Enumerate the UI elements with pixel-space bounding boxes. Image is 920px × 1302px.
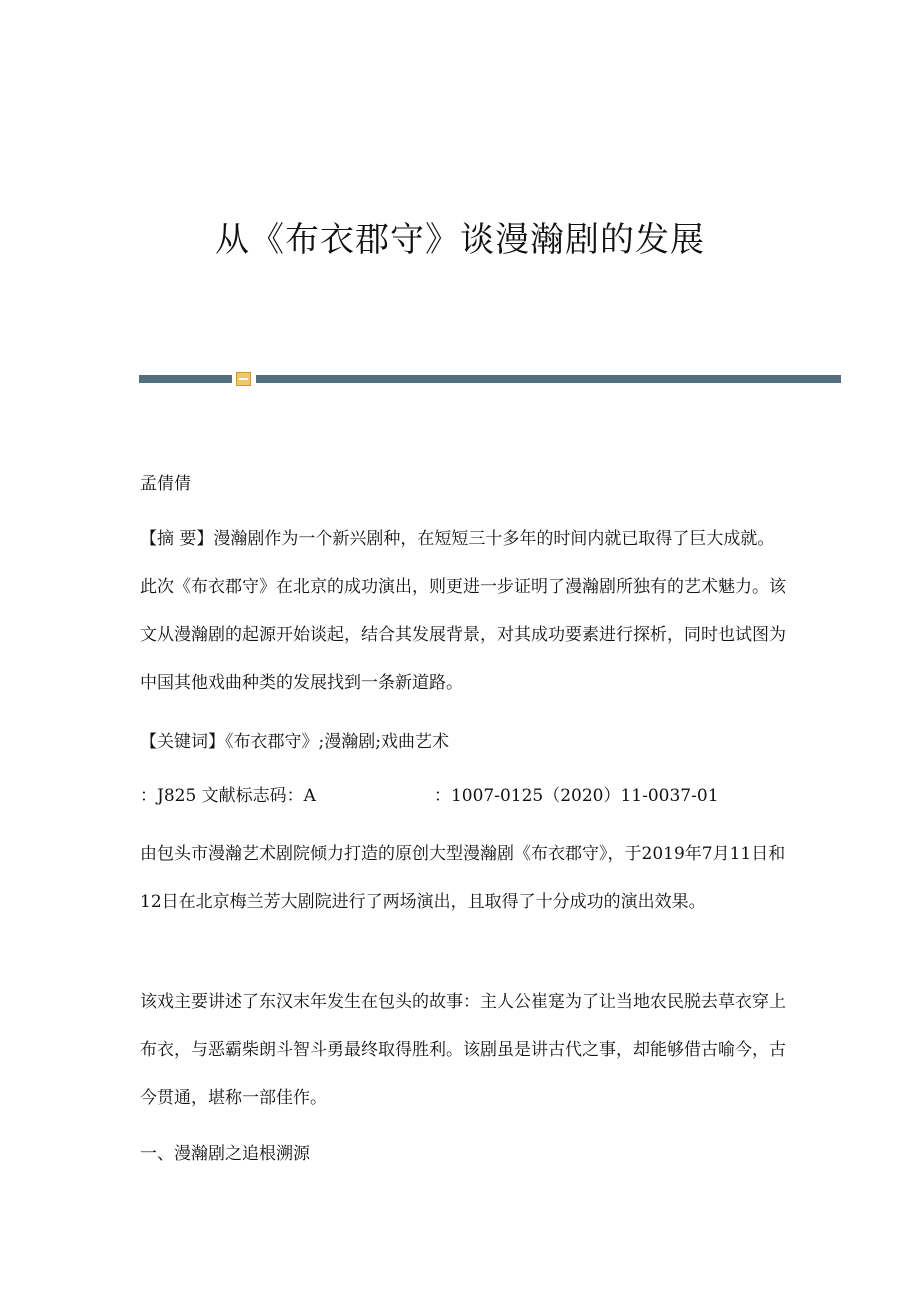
classification-line: [140, 772, 790, 820]
keywords: [140, 718, 790, 766]
divider-ornament-icon: [236, 372, 251, 386]
author-name: 孟倩倩: [140, 474, 191, 494]
body-paragraph-2: 该戏主要讲述了东汉末年发生在包头的故事：主人公崔寔为了让当地农民脱去草衣穿上布衣，与恶霸柴朗斗智斗勇最终取得胜利。该剧虽是讲古代之事，却能够借古喻今，古今贯通，堪称一部佳作。: [140, 992, 786, 1108]
body-paragraph-1: 由包头市漫瀚艺术剧院倾力打造的原创大型漫瀚剧《布衣郡守》，于2019年7月11日和12日在北京梅兰芳大剧院进行了两场演出，且取得了十分成功的演出效果。: [140, 844, 786, 912]
abstract-label: 【摘 要】: [140, 529, 214, 549]
section-heading: 一、漫瀚剧之追根溯源: [140, 1144, 310, 1164]
abstract: [140, 515, 790, 707]
document-title: 从《布衣郡守》谈漫瀚剧的发展: [215, 220, 705, 260]
keywords-text: 《布衣郡守》;漫瀚剧;戏曲艺术: [225, 732, 449, 752]
abstract-text: 漫瀚剧作为一个新兴剧种，在短短三十多年的时间内就已取得了巨大成就。此次《布衣郡守》在北京的成功演出，则更进一步证明了漫瀚剧所独有的艺术魅力。该文从漫瀚剧的起源开始谈起，结合其发展背景，对其成功要素进行探析，同时也试图为中国其他戏曲种类的发展找到一条新道路。: [140, 529, 786, 693]
keywords-label: 【关键词】: [140, 732, 225, 752]
issn-code: ：1007-0125（2020）11-0037-01: [433, 786, 719, 806]
title-divider-left: [139, 375, 232, 383]
title-divider-right: [256, 375, 841, 383]
clc-code: ：J825 文献标志码：A: [140, 786, 316, 806]
